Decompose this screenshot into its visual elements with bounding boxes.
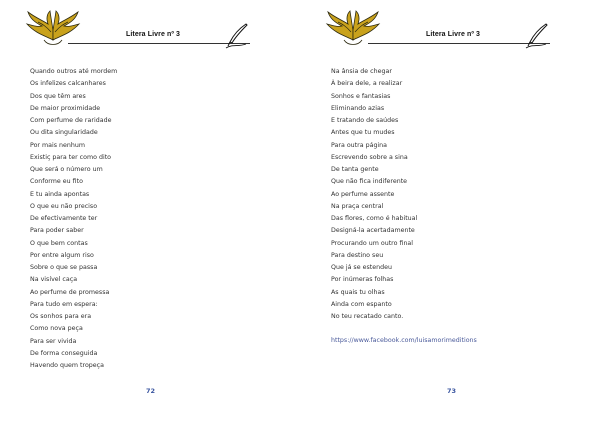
quill-pen-icon	[522, 22, 550, 50]
poem-line: De tanta gente	[331, 166, 379, 173]
poem-line: Quando outros até mordem	[30, 68, 118, 75]
poem-line: Que já se estendeu	[331, 264, 392, 271]
poem-line: O que eu não preciso	[30, 202, 98, 210]
poem-line: As quais tu olhas	[331, 288, 385, 296]
poem-line: Como nova peça	[30, 325, 83, 333]
poem-line: Ao perfume assente	[331, 190, 395, 198]
poem-line: À beira dele, a realizar	[331, 80, 403, 88]
quill-pen-icon	[222, 22, 250, 50]
right-page	[300, 0, 600, 424]
poem-line: Ao perfume de promessa	[30, 288, 110, 296]
poem-line: E tu ainda apontas	[30, 190, 90, 198]
poem-line: Escrevendo sobre a sina	[331, 153, 408, 161]
poem-line: De maior proximidade	[30, 104, 101, 112]
poem-text	[30, 66, 117, 372]
poem-line: Que será o número um	[30, 166, 103, 173]
poem-line: Para tudo em espera:	[30, 300, 98, 308]
poem-line: E tratando de saúdes	[331, 117, 399, 124]
poem-line: Por inúmeras folhas	[331, 276, 394, 284]
poem-line: Para outra página	[331, 141, 388, 149]
poem-line: Havendo quem tropeça	[30, 362, 104, 369]
poem-line: Que não fica indiferente	[331, 178, 408, 186]
magazine-title: Litera Livre nº 3	[426, 31, 481, 38]
poem-line: De forma conseguida	[30, 349, 98, 357]
poem-line: Sobre o que se passa	[30, 264, 98, 271]
poem-line: Os infelizes calcanhares	[30, 80, 106, 88]
facebook-link[interactable]: https://www.facebook.com/luisamorimeditions	[331, 337, 477, 344]
page-number: 73	[447, 387, 457, 395]
page-number: 72	[146, 387, 156, 395]
poem-line: O que bem contas	[30, 239, 88, 247]
poem-line: No teu recatado canto.	[331, 313, 404, 320]
poem-line: Procurando um outro final	[331, 239, 414, 247]
poem-line: Com perfume de raridade	[30, 117, 112, 124]
poem-line: Ou dita singularidade	[30, 129, 98, 137]
poem-line: Antes que tu mudes	[331, 129, 395, 137]
page-header	[0, 6, 300, 48]
poem-line: Eliminando azias	[331, 104, 385, 112]
poem-line: Designá-la acertadamente	[331, 227, 415, 235]
page-header	[300, 6, 600, 48]
poem-line: Existiç para ter como dito	[30, 153, 112, 161]
poem-line: Dos que têm ares	[30, 92, 86, 100]
poem-line: Ainda com espanto	[331, 300, 392, 308]
poem-line: Por entre algum riso	[30, 251, 94, 259]
poem-line: De efectivamente ter	[30, 215, 98, 222]
poem-line: Na praça central	[331, 202, 384, 210]
poem-line: Os sonhos para era	[30, 313, 92, 320]
poem-line: Na visível caça	[30, 276, 78, 284]
poem-line: Por mais nenhum	[30, 141, 86, 149]
poem-line: Para ser vivida	[30, 337, 77, 345]
poem-text	[331, 66, 417, 323]
poem-line: Para poder saber	[30, 227, 84, 235]
poem-line: Sonhos e fantasias	[331, 92, 391, 100]
poem-line: Para destino seu	[331, 251, 384, 259]
poem-line: Na ânsia de chegar	[331, 68, 392, 75]
magazine-title: Litera Livre nº 3	[126, 31, 181, 38]
poem-line: Das flores, como é habitual	[331, 215, 418, 222]
poem-line: Conforme eu fito	[30, 178, 83, 186]
